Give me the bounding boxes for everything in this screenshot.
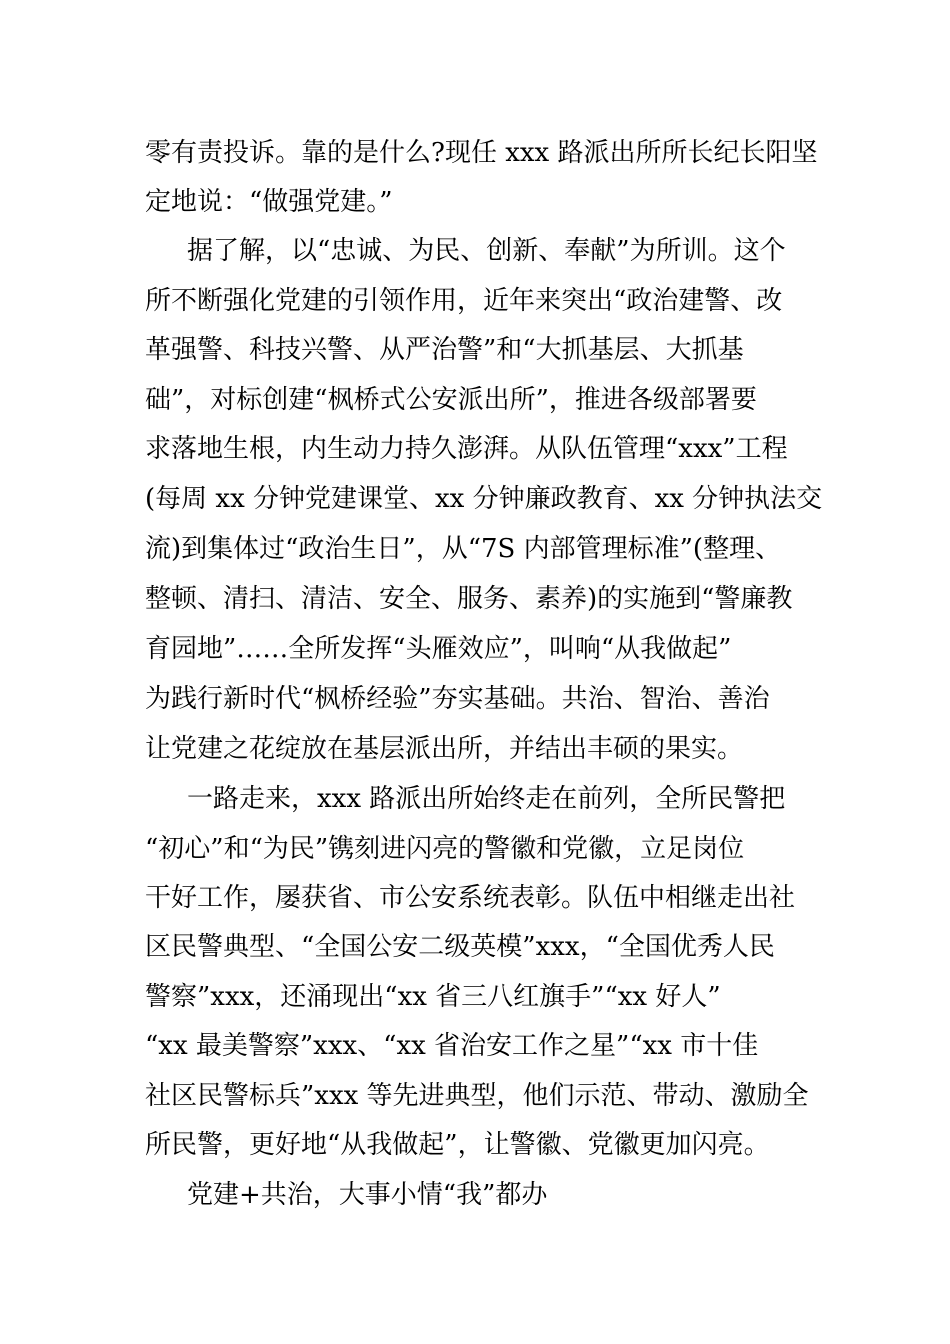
text-line: 区民警典型、“全国公安二级英模”xxx，“全国优秀人民: [145, 932, 775, 962]
text-line: “xx 最美警察”xxx、“xx 省治安工作之星”“xx 市十佳: [145, 1031, 759, 1061]
text-line: 社区民警标兵”xxx 等先进典型，他们示范、带动、激励全: [145, 1081, 809, 1111]
text-line: 干好工作，屡获省、市公安系统表彰。队伍中相继走出社: [145, 883, 796, 913]
text-line: 所民警，更好地“从我做起”，让警徽、党徽更加闪亮。: [145, 1130, 770, 1160]
section-heading: 党建+共治，大事小情“我”都办: [187, 1180, 548, 1210]
text-line: 育园地”……全所发挥“头雁效应”，叫响“从我做起”: [145, 634, 732, 664]
text-line: 流)到集体过“政治生日”，从“7S 内部管理标准”(整理、: [145, 534, 782, 564]
text-line: 求落地生根，内生动力持久澎湃。从队伍管理“xxx”工程: [145, 434, 788, 464]
text-line: 为践行新时代“枫桥经验”夯实基础。共治、智治、善治: [145, 684, 770, 714]
text-line: 整顿、清扫、清洁、安全、服务、素养)的实施到“警廉教: [145, 584, 793, 614]
text-line: 革强警、科技兴警、从严治警”和“大抓基层、大抓基: [145, 335, 744, 365]
text-line: “初心”和“为民”镌刻进闪亮的警徽和党徽，立足岗位: [145, 834, 745, 864]
text-line: 警察”xxx，还涌现出“xx 省三八红旗手”“xx 好人”: [145, 982, 721, 1012]
text-line: 让党建之花绽放在基层派出所，并结出丰硕的果实。: [145, 734, 744, 764]
text-line: 础”，对标创建“枫桥式公安派出所”，推进各级部署要: [145, 385, 757, 415]
text-line: 据了解，以“忠诚、为民、创新、奉献”为所训。这个: [187, 236, 786, 266]
text-line: (每周 xx 分钟党建课堂、xx 分钟廉政教育、xx 分钟执法交: [145, 484, 823, 514]
text-line: 一路走来，xxx 路派出所始终走在前列，全所民警把: [187, 784, 786, 814]
text-line: 所不断强化党建的引领作用，近年来突出“政治建警、改: [145, 286, 783, 316]
text-line: 零有责投诉。靠的是什么?现任 xxx 路派出所所长纪长阳坚: [145, 138, 818, 168]
text-line: 定地说：“做强党建。”: [145, 187, 393, 217]
